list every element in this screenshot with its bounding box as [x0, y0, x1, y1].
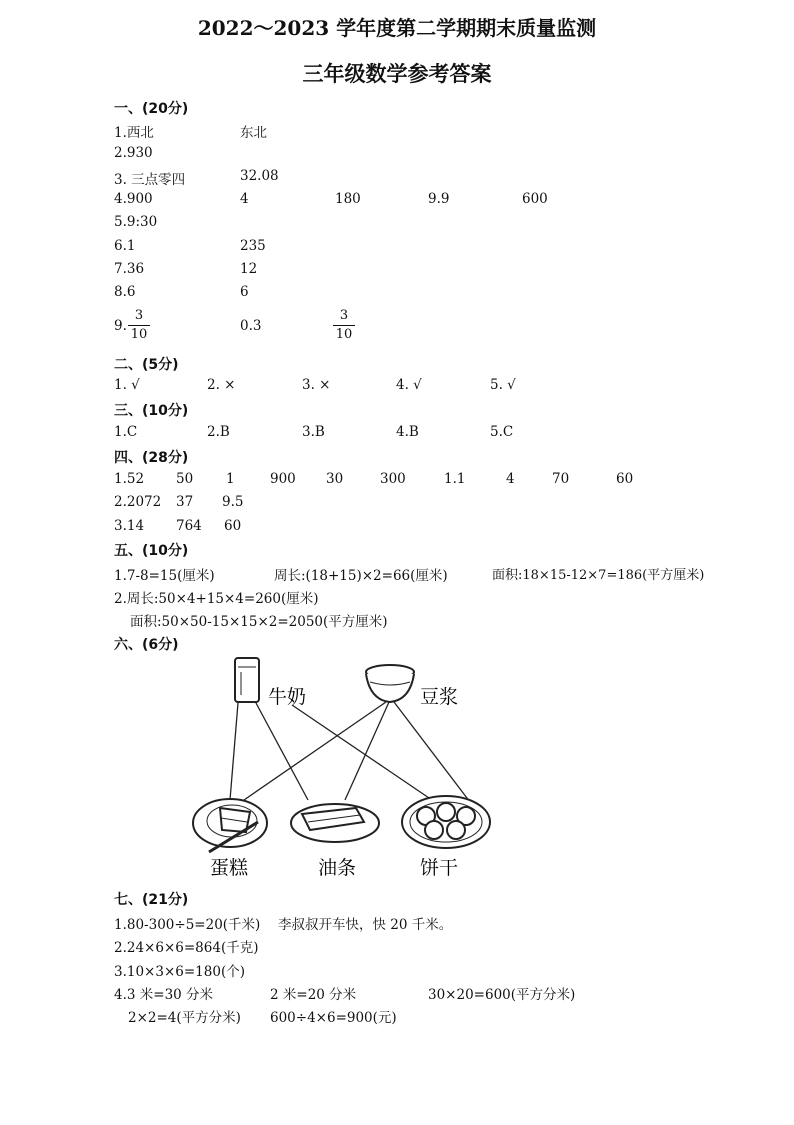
soy-milk-bowl-icon — [366, 665, 414, 702]
answer-item: 600÷4×6=900(元) — [270, 1010, 397, 1026]
answer-item: 1.80-300÷5=20(千米) — [114, 917, 261, 933]
section-1-heading: 一、(20分) — [114, 101, 189, 117]
answer-item: 764 — [176, 518, 202, 534]
answer-item: 面积:50×50-15×15×2=2050(平方厘米) — [130, 614, 388, 630]
answer-item: 东北 — [240, 125, 267, 141]
answer-item: 2. × — [207, 377, 236, 393]
answer-item: 3. × — [302, 377, 331, 393]
answer-item: 2.24×6×6=864(千克) — [114, 940, 259, 956]
answer-item: 235 — [240, 238, 266, 254]
connecting-lines — [230, 702, 470, 802]
answer-item: 70 — [552, 471, 570, 487]
answer-item: 60 — [616, 471, 634, 487]
answer-item: 9.5 — [222, 494, 244, 510]
fraction-numerator: 3 — [134, 308, 144, 323]
section-3-heading: 三、(10分) — [114, 403, 189, 419]
answer-item: 7.36 — [114, 261, 145, 277]
answer-item: 李叔叔开车快，快 20 千米。 — [278, 917, 453, 933]
answer-item: 300 — [380, 471, 406, 487]
answer-item: 1 — [226, 471, 235, 487]
answer-item: 12 — [240, 261, 258, 277]
answer-item: 2×2=4(平方分米) — [128, 1010, 241, 1026]
label-soy-milk: 豆浆 — [420, 686, 459, 708]
answer-item: 4.3 米=30 分米 — [114, 987, 214, 1003]
answer-item: 2.B — [207, 424, 230, 440]
answer-item: 32.08 — [240, 168, 279, 184]
answer-item: 5.C — [490, 424, 514, 440]
label-cake: 蛋糕 — [210, 857, 249, 879]
answer-item: 1.52 — [114, 471, 145, 487]
answer-item: 2.周长:50×4+15×4=260(厘米) — [114, 591, 319, 607]
answer-item: 180 — [335, 191, 361, 207]
answer-item: 1.1 — [444, 471, 466, 487]
label-youtiao: 油条 — [318, 857, 357, 879]
fraction-denominator: 10 — [130, 327, 148, 342]
page-title: 2022～2023 学年度第二学期期末质量监测 — [197, 16, 597, 40]
answer-item: 9. — [114, 318, 127, 334]
answer-item: 900 — [270, 471, 296, 487]
youtiao-plate-icon — [291, 804, 379, 842]
fraction-denominator: 10 — [335, 327, 353, 342]
answer-item: 2 米=20 分米 — [270, 987, 357, 1003]
answer-item: 1.7-8=15(厘米) — [114, 568, 215, 584]
answer-item: 50 — [176, 471, 194, 487]
answer-item: 1. √ — [114, 377, 140, 393]
answer-item: 1.C — [114, 424, 138, 440]
label-milk: 牛奶 — [268, 686, 307, 708]
answer-item: 3.B — [302, 424, 325, 440]
answer-item: 30 — [326, 471, 344, 487]
answer-item: 60 — [224, 518, 242, 534]
milk-glass-icon — [235, 658, 259, 702]
answer-item: 8.6 — [114, 284, 136, 300]
answer-item: 4 — [506, 471, 515, 487]
answer-item: 4.900 — [114, 191, 153, 207]
answer-item: 5.9:30 — [114, 214, 158, 230]
answer-item: 37 — [176, 494, 194, 510]
answer-item: 周长:(18+15)×2=66(厘米) — [274, 568, 448, 584]
answer-item: 面积:18×15-12×7=186(平方厘米) — [492, 568, 705, 583]
answer-item: 1.西北 — [114, 125, 154, 141]
answer-item: 0.3 — [240, 318, 262, 334]
section-4-heading: 四、(28分) — [114, 450, 189, 466]
section-2-heading: 二、(5分) — [114, 357, 179, 373]
answer-item: 4.B — [396, 424, 419, 440]
answer-item: 3. 三点零四 — [114, 172, 186, 188]
answer-item: 3.10×3×6=180(个) — [114, 964, 245, 980]
answer-item: 5. √ — [490, 377, 516, 393]
answer-item: 30×20=600(平方分米) — [428, 987, 576, 1003]
page-subtitle: 三年级数学参考答案 — [302, 61, 492, 86]
answer-item: 9.9 — [428, 191, 450, 207]
answer-item: 3.14 — [114, 518, 145, 534]
cake-plate-icon — [193, 799, 267, 852]
section-6-heading: 六、(6分) — [114, 637, 179, 653]
section-5-heading: 五、(10分) — [114, 543, 189, 559]
answer-item: 600 — [522, 191, 548, 207]
section-7-heading: 七、(21分) — [114, 892, 189, 908]
answer-item: 4 — [240, 191, 249, 207]
answer-item: 4. √ — [396, 377, 422, 393]
answer-item: 6.1 — [114, 238, 136, 254]
fraction-numerator: 3 — [339, 308, 349, 323]
biscuit-plate-icon — [402, 796, 490, 848]
label-biscuit: 饼干 — [420, 857, 459, 879]
answer-item: 6 — [240, 284, 249, 300]
answer-item: 2.930 — [114, 145, 153, 161]
answer-item: 2.2072 — [114, 494, 162, 510]
